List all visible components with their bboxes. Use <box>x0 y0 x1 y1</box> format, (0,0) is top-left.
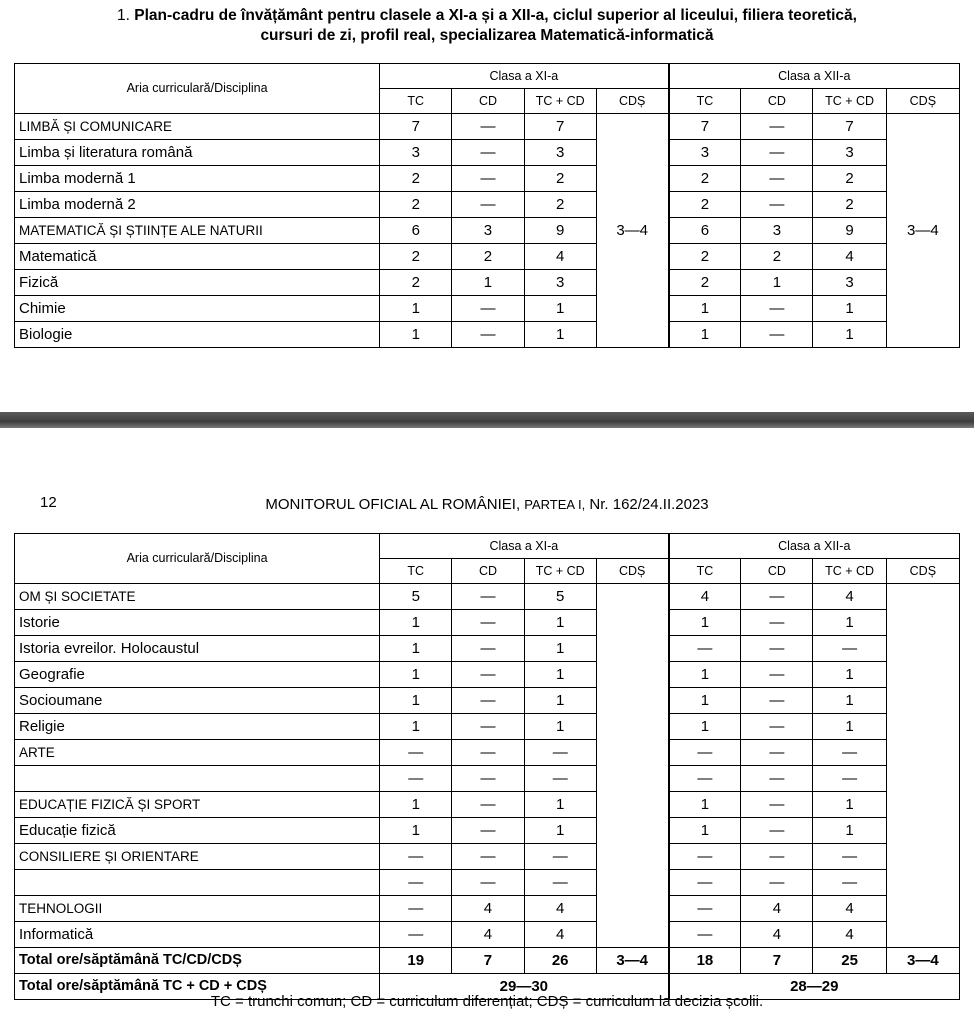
cell-tccd-12: 7 <box>813 114 886 140</box>
cell-tc-12: — <box>669 870 741 896</box>
cell-tccd-12: 4 <box>813 896 886 922</box>
total-row-breakdown <box>15 948 960 974</box>
cell-cd-12: — <box>741 584 813 610</box>
cell-tccd-12: 1 <box>813 688 886 714</box>
discipline-name: Biologie <box>15 322 380 348</box>
cell-tc-12: — <box>669 740 741 766</box>
cell-tc-11: 3 <box>380 140 452 166</box>
cell-cd-12: — <box>741 636 813 662</box>
cell-tccd-12: 9 <box>813 218 886 244</box>
journal-part: PARTEA I, <box>524 497 586 512</box>
cell-tccd-11: 3 <box>524 140 596 166</box>
discipline-name <box>15 766 380 792</box>
table-row <box>15 714 960 740</box>
cell-tc-11: 6 <box>380 218 452 244</box>
cell-tccd-11: — <box>524 740 596 766</box>
cell-tc-12: 3 <box>669 140 741 166</box>
cell-cd-11: — <box>452 166 524 192</box>
title-text-2: cursuri de zi, profil real, specializarea Matematică-informatică <box>260 27 714 44</box>
title-line-2 <box>0 26 974 46</box>
cell-cd-12: 2 <box>741 244 813 270</box>
cell-cd-12: — <box>741 714 813 740</box>
cell-tc-12: — <box>669 636 741 662</box>
total-sum-12: 28—29 <box>669 974 960 1000</box>
table-row <box>15 922 960 948</box>
cell-cds-11: 3—4 <box>596 114 668 348</box>
cell-tccd-12: 2 <box>813 166 886 192</box>
discipline-name: Educație fizică <box>15 818 380 844</box>
header-class-11: Clasa a XI-a <box>380 534 669 559</box>
cell-tccd-12: 4 <box>813 584 886 610</box>
cell-tccd-12: 1 <box>813 322 886 348</box>
cell-tc-12: 1 <box>669 610 741 636</box>
cell-tccd-12: 1 <box>813 610 886 636</box>
cell-tc-12: 7 <box>669 114 741 140</box>
cell-tccd-12: 3 <box>813 270 886 296</box>
cell-tccd-11: 3 <box>524 270 596 296</box>
header-cds-12: CDȘ <box>886 89 959 114</box>
cell-tc-11: 2 <box>380 270 452 296</box>
cell-tccd-12: 1 <box>813 662 886 688</box>
cell-tc-12: 2 <box>669 166 741 192</box>
cell-cd-11: — <box>452 192 524 218</box>
cell-tccd-11: 1 <box>524 296 596 322</box>
cell-tc-11: 1 <box>380 792 452 818</box>
journal-issue: Nr. 162/24.II.2023 <box>589 496 709 513</box>
table-row <box>15 870 960 896</box>
cell-cd-12: — <box>741 844 813 870</box>
cell-cd-12: — <box>741 766 813 792</box>
cell-tc-11: 1 <box>380 322 452 348</box>
title-number: 1. <box>117 7 130 24</box>
cell-cd-11: — <box>452 688 524 714</box>
cell-tc-11: — <box>380 896 452 922</box>
cell-tc-11: 2 <box>380 192 452 218</box>
cell-tccd-11: 2 <box>524 166 596 192</box>
title-line-1 <box>0 6 974 26</box>
cell-tc-12: — <box>669 922 741 948</box>
cell-tccd-11: — <box>524 766 596 792</box>
table-row <box>15 270 960 296</box>
discipline-name: Fizică <box>15 270 380 296</box>
cell-tccd-12: 1 <box>813 714 886 740</box>
cell-tccd-12: — <box>813 740 886 766</box>
curriculum-table-bottom <box>14 533 960 1000</box>
cell-tc-11: — <box>380 922 452 948</box>
table-row <box>15 114 960 140</box>
cell-tccd-11: 4 <box>524 896 596 922</box>
cell-cd-11: 1 <box>452 270 524 296</box>
header-cd-12: CD <box>741 559 813 584</box>
document-title <box>0 6 974 46</box>
cell-tccd-12: 4 <box>813 922 886 948</box>
cell-tccd-11: 1 <box>524 818 596 844</box>
cell-tc-11: — <box>380 766 452 792</box>
header-cds-11: CDȘ <box>596 559 668 584</box>
discipline-name: EDUCAȚIE FIZICĂ ȘI SPORT <box>15 792 380 818</box>
discipline-name: OM ȘI SOCIETATE <box>15 584 380 610</box>
header-tc-12: TC <box>669 89 741 114</box>
cell-cd-12: 3 <box>741 218 813 244</box>
total-label: Total ore/săptămână TC/CD/CDȘ <box>15 948 380 974</box>
discipline-name <box>15 870 380 896</box>
header-cd-11: CD <box>452 89 524 114</box>
discipline-name: Chimie <box>15 296 380 322</box>
header-tc-11: TC <box>380 559 452 584</box>
cell-tc-12: 4 <box>669 584 741 610</box>
cell-tc-11: 5 <box>380 584 452 610</box>
table-row <box>15 322 960 348</box>
cell-cd-12: — <box>741 296 813 322</box>
table-row <box>15 192 960 218</box>
discipline-name: MATEMATICĂ ȘI ȘTIINȚE ALE NATURII <box>15 218 380 244</box>
cell-cd-11: 4 <box>452 896 524 922</box>
cell-tc-12: 6 <box>669 218 741 244</box>
cell-cd-11: — <box>452 870 524 896</box>
total-cd-11: 7 <box>452 948 524 974</box>
header-cds-11: CDȘ <box>596 89 668 114</box>
discipline-name: Limba modernă 1 <box>15 166 380 192</box>
table-row <box>15 792 960 818</box>
cell-tc-11: 1 <box>380 818 452 844</box>
cell-tc-11: — <box>380 844 452 870</box>
cell-tc-12: 1 <box>669 792 741 818</box>
header-cds-12: CDȘ <box>886 559 959 584</box>
cell-cd-12: — <box>741 662 813 688</box>
cell-tc-11: 1 <box>380 662 452 688</box>
cell-tc-12: 1 <box>669 296 741 322</box>
table-row <box>15 662 960 688</box>
discipline-name: Matematică <box>15 244 380 270</box>
total-tccd-11: 26 <box>524 948 596 974</box>
cell-tccd-12: 2 <box>813 192 886 218</box>
total-sum-11: 29—30 <box>380 974 669 1000</box>
cell-tccd-12: — <box>813 844 886 870</box>
page-header <box>0 494 974 514</box>
header-tccd-12: TC + CD <box>813 89 886 114</box>
header-class-12: Clasa a XII-a <box>669 534 960 559</box>
cell-cd-11: — <box>452 296 524 322</box>
header-tc-12: TC <box>669 559 741 584</box>
total-tc-12: 18 <box>669 948 741 974</box>
header-area: Aria curriculară/Disciplina <box>15 534 380 584</box>
header-class-12: Clasa a XII-a <box>669 64 960 89</box>
cell-cd-12: — <box>741 610 813 636</box>
cell-cd-11: — <box>452 714 524 740</box>
table-row <box>15 896 960 922</box>
cell-tc-11: 1 <box>380 688 452 714</box>
cell-tccd-12: — <box>813 766 886 792</box>
cell-cd-11: — <box>452 844 524 870</box>
header-area: Aria curriculară/Disciplina <box>15 64 380 114</box>
cell-cd-11: — <box>452 818 524 844</box>
cell-cd-12: — <box>741 192 813 218</box>
cell-tccd-11: — <box>524 870 596 896</box>
cell-cd-12: 4 <box>741 922 813 948</box>
cell-tc-12: 1 <box>669 688 741 714</box>
journal-title <box>0 496 974 513</box>
cell-tc-12: — <box>669 766 741 792</box>
cell-cd-12: — <box>741 740 813 766</box>
cell-cd-11: — <box>452 766 524 792</box>
cell-tccd-11: 4 <box>524 922 596 948</box>
table-row <box>15 166 960 192</box>
discipline-name: Geografie <box>15 662 380 688</box>
cell-cds-12-empty <box>886 584 959 948</box>
table-row <box>15 818 960 844</box>
cell-cd-11: 3 <box>452 218 524 244</box>
cell-cd-12: — <box>741 870 813 896</box>
discipline-name: Informatică <box>15 922 380 948</box>
cell-tccd-12: 4 <box>813 244 886 270</box>
cell-tc-12: 2 <box>669 244 741 270</box>
cell-cd-12: — <box>741 688 813 714</box>
table-row <box>15 636 960 662</box>
header-tccd-12: TC + CD <box>813 559 886 584</box>
cell-tccd-12: 1 <box>813 792 886 818</box>
total-tccd-12: 25 <box>813 948 886 974</box>
table-row <box>15 244 960 270</box>
title-text-1: Plan-cadru de învățământ pentru clasele a XI-a și a XII-a, ciclul superior al liceului, filiera teoretică, <box>134 7 857 24</box>
cell-tccd-11: 1 <box>524 662 596 688</box>
cell-cd-11: — <box>452 140 524 166</box>
table-row <box>15 740 960 766</box>
cell-cd-11: — <box>452 662 524 688</box>
cell-cd-12: — <box>741 114 813 140</box>
header-tc-11: TC <box>380 89 452 114</box>
cell-tccd-11: 1 <box>524 714 596 740</box>
cell-tccd-11: 4 <box>524 244 596 270</box>
discipline-name: Istoria evreilor. Holocaustul <box>15 636 380 662</box>
header-cd-12: CD <box>741 89 813 114</box>
cell-tccd-11: 5 <box>524 584 596 610</box>
cell-tc-11: 1 <box>380 714 452 740</box>
cell-tccd-12: 1 <box>813 296 886 322</box>
cell-tccd-12: — <box>813 636 886 662</box>
cell-tccd-11: 1 <box>524 610 596 636</box>
page-divider <box>0 412 974 428</box>
cell-tc-12: 1 <box>669 714 741 740</box>
cell-tc-11: — <box>380 740 452 766</box>
table-row <box>15 218 960 244</box>
discipline-name: TEHNOLOGII <box>15 896 380 922</box>
table-row <box>15 844 960 870</box>
cell-cd-12: — <box>741 322 813 348</box>
cell-cd-12: — <box>741 166 813 192</box>
header-tccd-11: TC + CD <box>524 559 596 584</box>
cell-cds-11-empty <box>596 584 668 948</box>
cell-tccd-11: 1 <box>524 792 596 818</box>
cell-cd-11: 2 <box>452 244 524 270</box>
cell-tccd-11: 1 <box>524 688 596 714</box>
total-cds-12: 3—4 <box>886 948 959 974</box>
cell-cd-11: — <box>452 114 524 140</box>
cell-cd-11: — <box>452 636 524 662</box>
discipline-name: Limba modernă 2 <box>15 192 380 218</box>
table-row <box>15 688 960 714</box>
discipline-name: Limba și literatura română <box>15 140 380 166</box>
cell-cd-11: 4 <box>452 922 524 948</box>
total-tc-11: 19 <box>380 948 452 974</box>
cell-tccd-11: 9 <box>524 218 596 244</box>
cell-cd-12: — <box>741 792 813 818</box>
cell-tc-11: 7 <box>380 114 452 140</box>
discipline-name: ARTE <box>15 740 380 766</box>
cell-cd-11: — <box>452 740 524 766</box>
header-tccd-11: TC + CD <box>524 89 596 114</box>
cell-tc-11: 1 <box>380 296 452 322</box>
table-row <box>15 610 960 636</box>
legend: TC = trunchi comun; CD = curriculum diferențiat; CDȘ = curriculum la decizia școlii. <box>210 993 764 1010</box>
cell-tc-12: 1 <box>669 818 741 844</box>
cell-tc-11: 1 <box>380 636 452 662</box>
page-number: 12 <box>40 494 57 511</box>
curriculum-table-top <box>14 63 960 348</box>
discipline-name: Socioumane <box>15 688 380 714</box>
discipline-name: LIMBĂ ȘI COMUNICARE <box>15 114 380 140</box>
cell-cd-12: 1 <box>741 270 813 296</box>
cell-tc-12: 1 <box>669 322 741 348</box>
cell-tccd-11: 7 <box>524 114 596 140</box>
discipline-name: Religie <box>15 714 380 740</box>
cell-tc-11: 2 <box>380 244 452 270</box>
cell-tc-12: — <box>669 896 741 922</box>
journal-name: MONITORUL OFICIAL AL ROMÂNIEI, <box>265 496 521 513</box>
discipline-name: Istorie <box>15 610 380 636</box>
cell-tc-12: — <box>669 844 741 870</box>
cell-tc-12: 2 <box>669 192 741 218</box>
cell-cd-11: — <box>452 584 524 610</box>
cell-tc-11: 1 <box>380 610 452 636</box>
table-row <box>15 296 960 322</box>
cell-tc-11: 2 <box>380 166 452 192</box>
table-row <box>15 766 960 792</box>
cell-cd-11: — <box>452 322 524 348</box>
cell-cds-12: 3—4 <box>886 114 959 348</box>
cell-tccd-12: 1 <box>813 818 886 844</box>
total-cds-11: 3—4 <box>596 948 668 974</box>
cell-cd-11: — <box>452 610 524 636</box>
cell-tc-11: — <box>380 870 452 896</box>
cell-cd-12: — <box>741 140 813 166</box>
cell-tccd-11: 1 <box>524 322 596 348</box>
header-cd-11: CD <box>452 559 524 584</box>
total-sum-label: Total ore/săptămână TC + CD + CDȘ <box>15 974 380 1000</box>
cell-tccd-11: 1 <box>524 636 596 662</box>
cell-cd-12: 4 <box>741 896 813 922</box>
discipline-name: CONSILIERE ȘI ORIENTARE <box>15 844 380 870</box>
cell-tccd-11: — <box>524 844 596 870</box>
cell-cd-11: — <box>452 792 524 818</box>
total-cd-12: 7 <box>741 948 813 974</box>
header-class-11: Clasa a XI-a <box>380 64 669 89</box>
cell-tc-12: 2 <box>669 270 741 296</box>
table-row <box>15 584 960 610</box>
table-row <box>15 140 960 166</box>
cell-cd-12: — <box>741 818 813 844</box>
cell-tccd-12: — <box>813 870 886 896</box>
cell-tc-12: 1 <box>669 662 741 688</box>
cell-tccd-12: 3 <box>813 140 886 166</box>
cell-tccd-11: 2 <box>524 192 596 218</box>
